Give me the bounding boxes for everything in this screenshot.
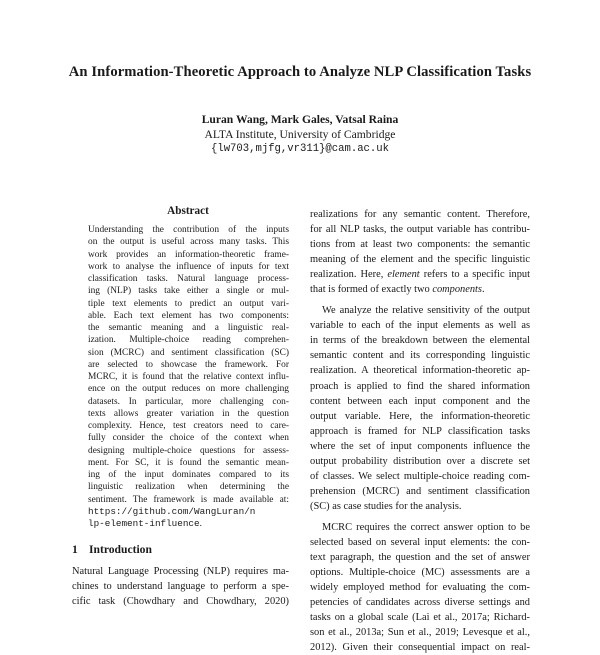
text-line: able. Each text element has two components: — [88, 310, 289, 321]
text-line: on the output is useful across many tasks. This — [88, 237, 289, 248]
abstract-url-line[interactable] — [88, 518, 289, 530]
section-title: Introduction — [89, 543, 152, 556]
text-line: for all NLP tasks, the output variable has contribu- — [310, 224, 530, 236]
text-line: ence on the output reduces on more challenging — [88, 384, 289, 395]
section-heading-introduction — [72, 543, 152, 556]
text-line: We analyze the relative sensitivity of the output — [322, 305, 530, 317]
text-line: variable to each of the input elements as well as — [310, 320, 530, 332]
text-line: linguistic realization when determining the — [88, 482, 289, 493]
text-line: texts allows greater variation in the question — [88, 408, 289, 419]
text-run: . — [481, 284, 485, 296]
text-line: widely employed method for evaluating the com- — [310, 582, 530, 594]
text-line: cific task (Chowdhary and Chowdhary, 2020) — [72, 596, 289, 607]
text-line: petencies of candidates across diverse settings and — [310, 597, 530, 609]
text-line: son et al., 2013a; Sun et al., 2019; Levesque et al., — [310, 627, 530, 639]
emphasis: element — [387, 269, 420, 281]
text-line: in terms of the breakdown between the elemental — [310, 335, 530, 347]
text-line: tiple text elements to predict an output vari- — [88, 298, 289, 309]
abstract-url-line[interactable]: https://github.com/WangLuran/n — [88, 505, 256, 517]
text-line: ing (NLP) tasks take either a single or mul- — [88, 286, 289, 297]
text-line: where the set of input components influence the — [310, 440, 530, 452]
abstract-heading: Abstract — [167, 205, 209, 217]
introduction-body — [72, 564, 289, 609]
text-line: are selected to showcase the framework. For — [88, 359, 289, 370]
right-column-body — [310, 207, 530, 655]
text-line: 2012). Given their consequential impact on real- — [310, 642, 530, 654]
text-line: (SC) as case studies for the analysis. — [310, 500, 462, 512]
text-line: ment. For SC, it is found the semantic mean- — [88, 457, 289, 468]
text-line: semantic content and its corresponding linguistic — [310, 350, 530, 362]
text-line: selected based on several input elements: the con- — [310, 536, 530, 548]
text-line: meaning of the element and the specific linguistic — [310, 254, 530, 266]
abstract-url: lp-element-influence — [88, 518, 200, 529]
abstract-body — [88, 224, 289, 530]
text-line: output variable. Here, the information-theoretic — [310, 410, 530, 422]
author-names: Luran Wang, Mark Gales, Vatsal Raina — [201, 113, 399, 126]
author-emails: {lw703,mjfg,vr311}@cam.ac.uk — [210, 143, 389, 155]
abstract-url-period: . — [199, 519, 202, 529]
text-line: text paragraph, the question and the set of answer — [310, 552, 530, 564]
text-line: sentiment. The framework is made available at: — [88, 494, 289, 505]
text-line: fully consider the choice of the context when — [88, 433, 289, 444]
author-affiliation: ALTA Institute, University of Cambridge — [204, 128, 396, 141]
text-line: sion (MCRC) and sentiment classification (SC) — [88, 347, 289, 358]
text-line: work to analyse the influence of inputs for text — [88, 261, 289, 272]
text-run: realization. Here, — [310, 269, 388, 281]
text-line: chines to understand language to perform a spe- — [72, 581, 289, 592]
text-line: datasets. In particular, more challenging con- — [88, 396, 289, 407]
section-number: 1 — [72, 543, 78, 556]
text-line: prehension (MCRC) and sentiment classification — [310, 485, 530, 497]
text-line: work provides an information-theoretic frame- — [88, 249, 289, 260]
text-line: Understanding the contribution of the inputs — [88, 225, 289, 235]
text-line: Natural Language Processing (NLP) requires ma- — [72, 566, 289, 577]
text-line — [310, 282, 530, 297]
text-line: realization. A theoretical information-theoretic ap- — [310, 365, 530, 377]
text-line: tasks on a global scale (Lai et al., 2017a; Richard- — [310, 612, 530, 624]
text-line: classification tasks. Natural language process- — [88, 274, 289, 284]
text-line: the semantic meaning and a linguistic real- — [88, 323, 289, 333]
paper-title: An Information-Theoretic Approach to Analyze NLP Classification Tasks — [68, 64, 532, 80]
text-line: MCRC, it is found that the relative context influ- — [88, 372, 289, 382]
text-line: complexity. Hence, test creators need to care- — [88, 421, 289, 431]
text-line: designing multiple-choice questions for assess- — [88, 445, 289, 456]
text-line: ing of the input dominates compared to its — [88, 470, 289, 480]
text-line: options. Multiple-choice (MC) assessments are a — [310, 567, 530, 579]
text-line: realizations for any semantic content. Therefore, — [310, 209, 530, 220]
emphasis: components — [432, 284, 482, 296]
text-line: proach is applied to find the shared information — [310, 380, 530, 392]
text-line: tions from at least two components: the semantic — [310, 239, 530, 251]
text-line: ization. Multiple-choice reading comprehen- — [88, 335, 289, 346]
text-line — [310, 267, 530, 282]
text-line: output probability distribution over a discrete set — [310, 455, 530, 467]
text-line: approach is framed for NLP classification tasks — [310, 425, 530, 437]
text-line: of classes. We select multiple-choice reading com- — [310, 470, 530, 482]
text-run: refers to a specific input — [419, 269, 530, 281]
text-line: MCRC requires the correct answer option to be — [322, 521, 530, 533]
text-run: that is formed of exactly two — [310, 284, 433, 296]
text-line: content between each input component and the — [310, 395, 530, 407]
